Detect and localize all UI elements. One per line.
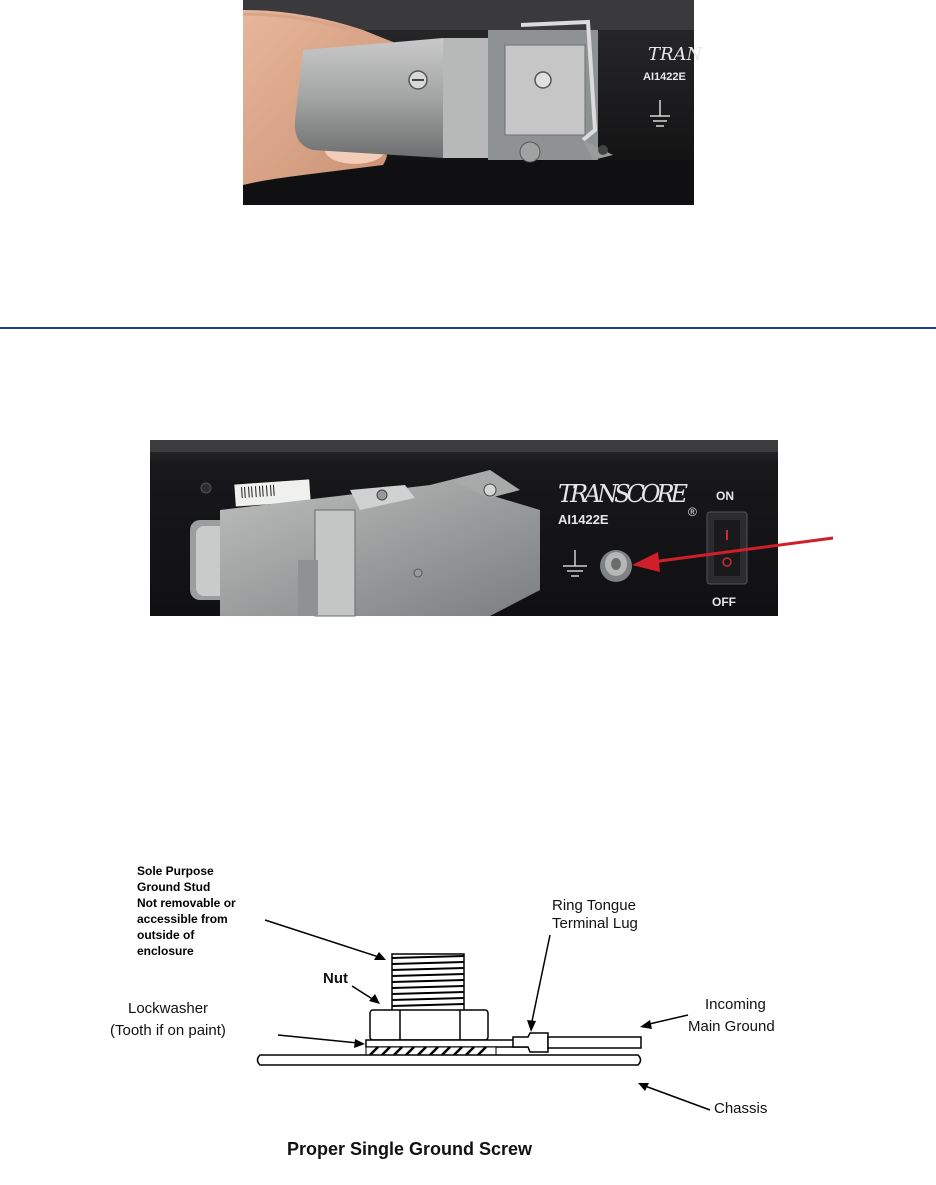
nut-shape (370, 1010, 488, 1040)
incoming-label-line-1: Incoming (705, 996, 766, 1013)
photo2-brand-text: TRANSCORE (558, 480, 688, 508)
lockwasher-shape (366, 1047, 496, 1055)
switch-off-label: OFF (712, 595, 736, 609)
stud-label-line-5: outside of (137, 928, 195, 942)
stud-label-line-6: enclosure (137, 944, 194, 958)
stud-label-line-1: Sole Purpose (137, 864, 214, 878)
photo2-model-text: AI1422E (558, 512, 609, 527)
ring-label-line-1: Ring Tongue (552, 897, 636, 914)
photo-rear-panel (150, 440, 778, 616)
red-pointer-arrow-icon (600, 530, 840, 580)
photo1-model-text: AI1422E (643, 71, 686, 83)
stud-label-line-3: Not removable or (137, 896, 236, 910)
ground-screw-diagram (90, 850, 870, 1180)
incoming-label-line-2: Main Ground (688, 1018, 775, 1035)
diagram-caption: Proper Single Ground Screw (287, 1139, 533, 1159)
lockwasher-label-line-1: Lockwasher (128, 1000, 209, 1017)
switch-on-label: ON (716, 489, 734, 503)
photo-connector-insertion (243, 0, 703, 205)
chassis-plate (258, 1055, 641, 1065)
lockwasher-label-line-2: (Tooth if on paint) (110, 1022, 226, 1039)
photo1-brand-text: TRAN (648, 44, 703, 65)
stud-label-line-4: accessible from (137, 912, 228, 926)
ground-stud-thread (392, 954, 464, 1012)
nut-label: Nut (323, 970, 348, 987)
chassis-label: Chassis (714, 1100, 768, 1117)
ring-label-line-2: Terminal Lug (552, 915, 638, 932)
photo2-registered-mark: ® (688, 505, 697, 519)
section-divider (0, 327, 936, 329)
incoming-ground-wire (548, 1037, 641, 1048)
stud-label-line-2: Ground Stud (137, 880, 211, 894)
